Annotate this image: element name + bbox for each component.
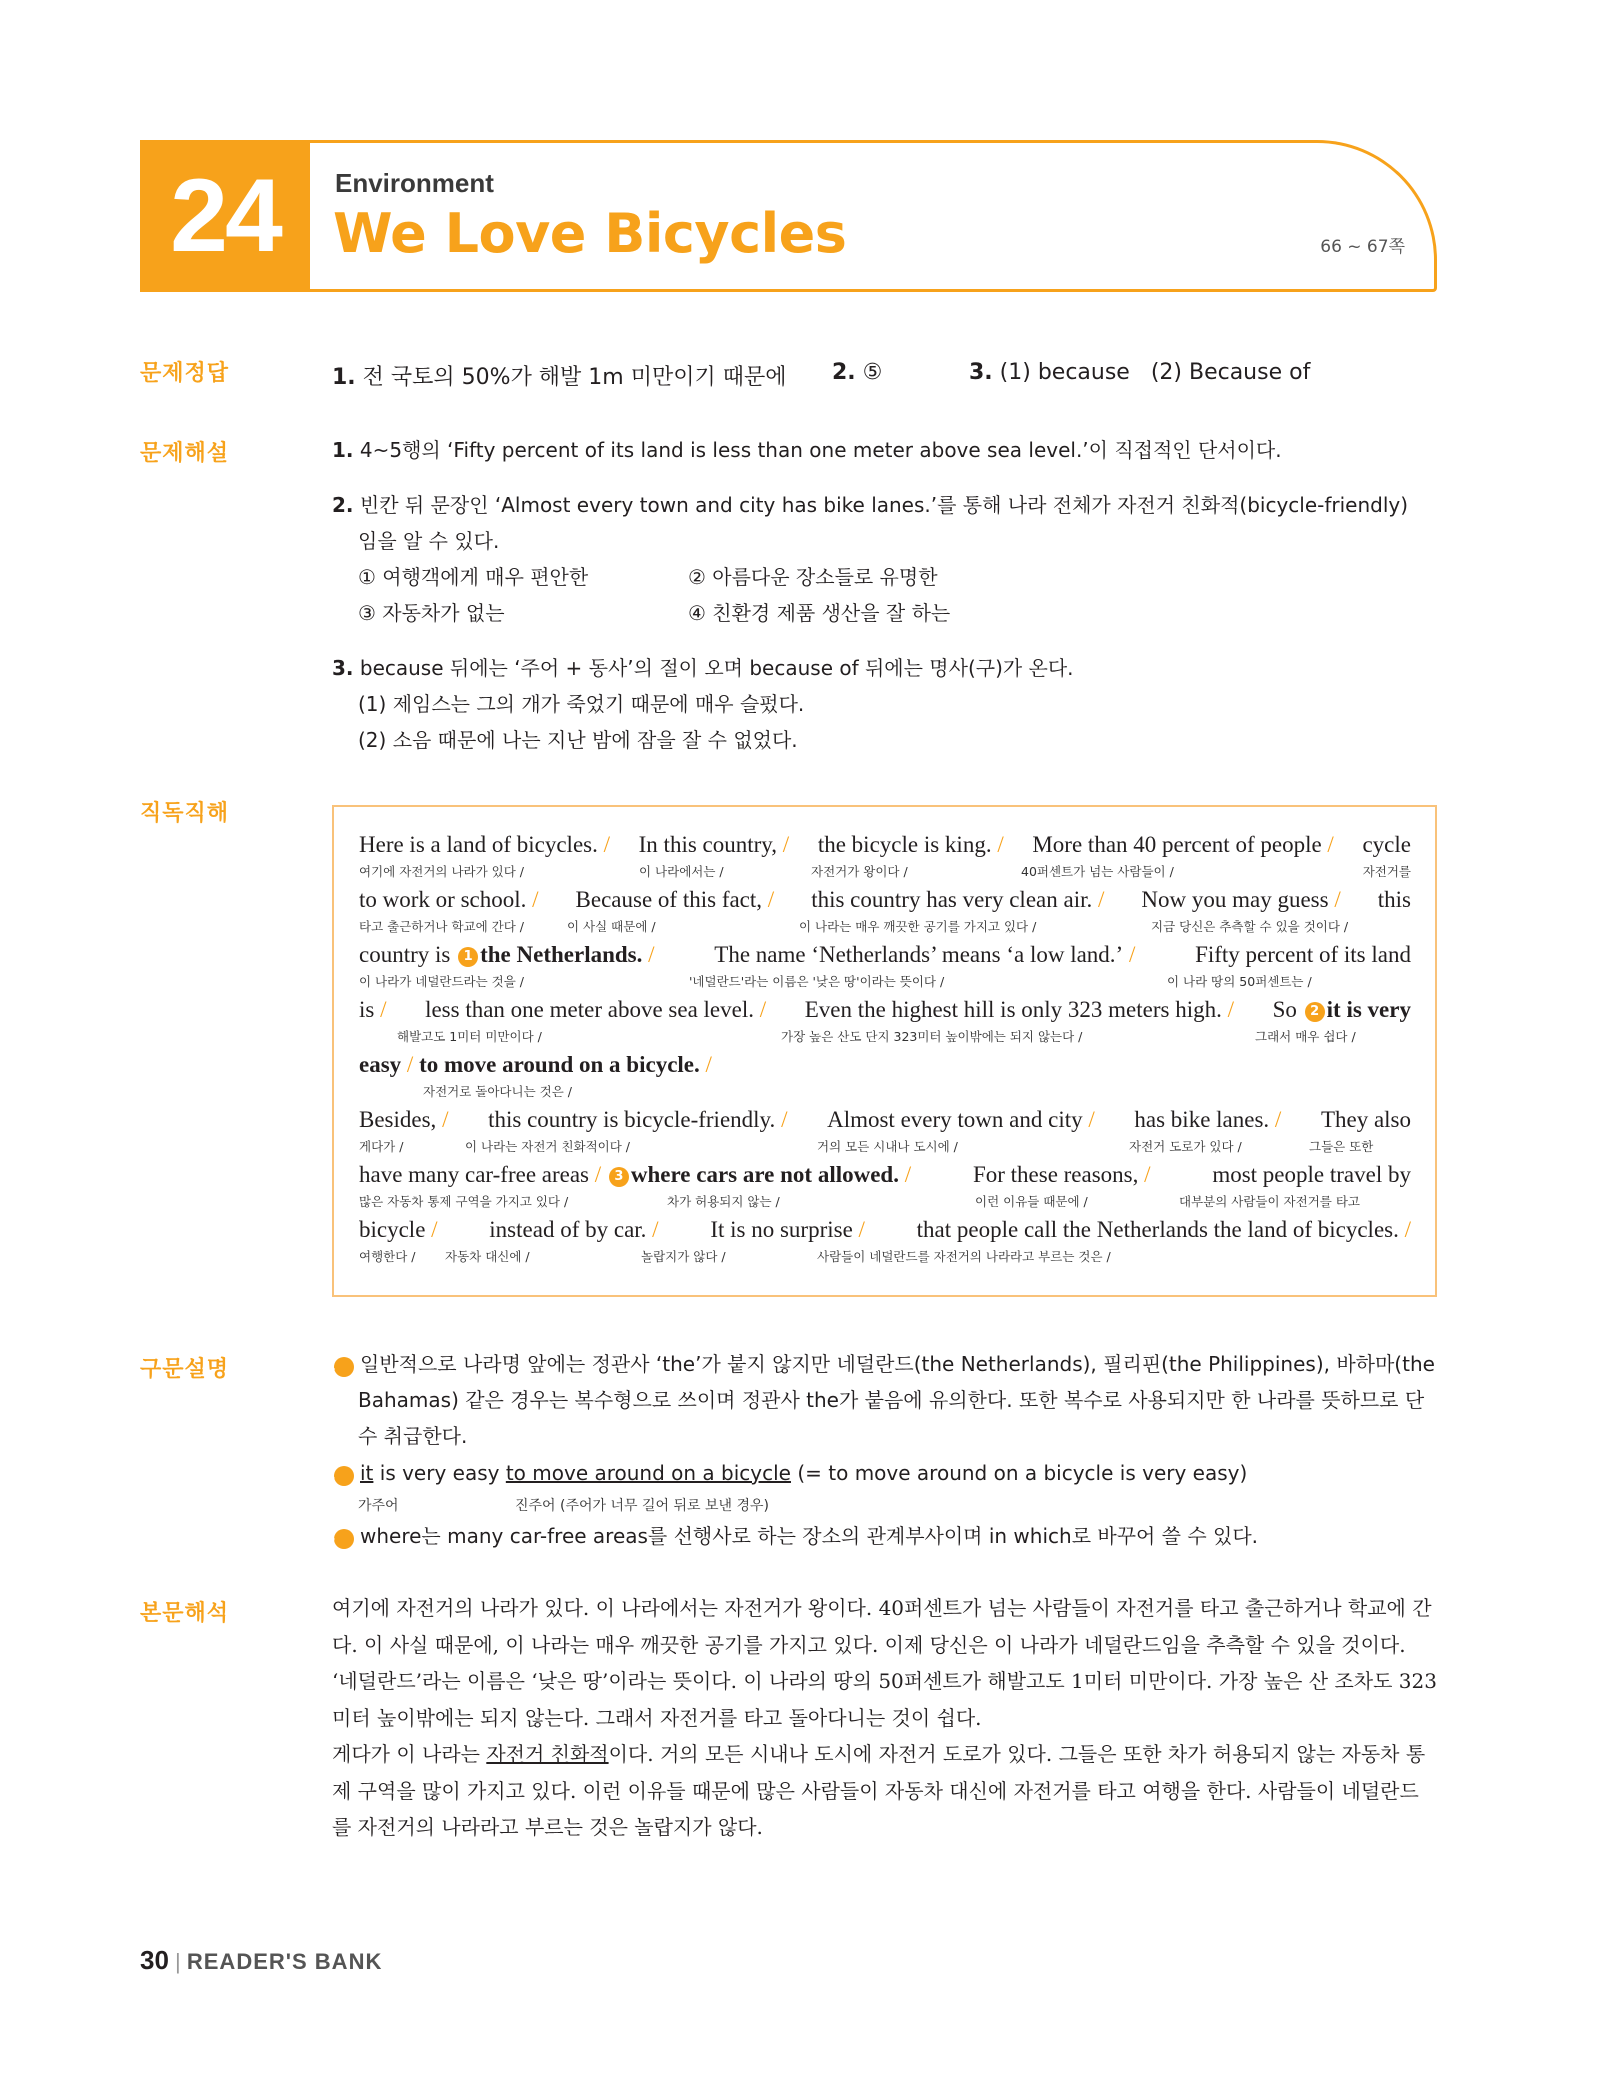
explanation-3-1: (1) 제임스는 그의 개가 죽었기 때문에 매우 슬펐다. xyxy=(358,692,805,716)
choice-1: ① 여행객에게 매우 편안한 xyxy=(358,565,589,589)
label-grammar: 구문설명 xyxy=(140,1357,230,1382)
unit-category: Environment xyxy=(335,168,494,198)
passage-line: have many car-free areas / 3 where cars are not allowed. / For these reasons, / most people travel by 많은 자동차 통제 구역을 가지고 있다 / 차가 허용되지 않는 / 이런 이유들 때문에 / 대부분의 사람들이 자전거를 타고 xyxy=(359,1162,1411,1209)
answer-3: 3. (1) because (2) Because of xyxy=(969,360,1311,385)
marker-2: 2 xyxy=(1305,1002,1325,1022)
passage-line: bicycle / instead of by car. / It is no surprise / that people call the Netherlands the land of bicycles. / 여행한다 / 자동차 대신에 / 놀랍지가 않다 / 사람들이 네덜란드를 자전거의 나라라고 부르는 것은 / xyxy=(359,1217,1411,1264)
label-reading: 직독직해 xyxy=(140,801,230,826)
passage-line: country is 1 the Netherlands. / The name ‘Netherlands’ means ‘a low land.’ / Fifty percent of its land 이 나라가 네덜란드라는 것을 / '네덜란드'라는 이름은 '낮은 땅'이라는 뜻이다 / 이 나라 땅의 50퍼센트는 / xyxy=(359,942,1411,989)
passage-line: Here is a land of bicycles. / In this country, / the bicycle is king. / More than 40 percent of people / cycle 여기에 자전거의 나라가 있다 / 이 나라에서는 / 자전거가 왕이다 / 40퍼센트가 넘는 사람들이 / 자전거를 xyxy=(359,832,1411,879)
choice-3: ③ 자동차가 없는 xyxy=(358,601,505,625)
grammar-note-3: 3 where는 many car-free areas를 선행사로 하는 장소의 관계부사이며 in which로 바꾸어 쓸 수 있다. xyxy=(326,1524,1259,1548)
explanation-1-text: 4~5행의 ‘Fifty percent of its land is less than one meter above sea level.’이 직접적인 단서이다. xyxy=(359,438,1282,462)
choice-4: ④ 친환경 제품 생산을 잘 하는 xyxy=(688,601,951,625)
translation-text xyxy=(332,1590,1437,1846)
passage-line: to work or school. / Because of this fact, / this country has very clean air. / Now you may guess / this 타고 출근하거나 학교에 간다 / 이 사실 때문에 / 이 나라는 매우 깨끗한 공기를 가지고 있다 / 지금 당신은 추측할 수 있을 것이다 / xyxy=(359,887,1411,934)
book-name: READER'S BANK xyxy=(186,1949,383,1974)
unit-header xyxy=(140,140,1437,292)
label-explanation: 문제해설 xyxy=(140,441,230,466)
grammar-note-2: 2 it is very easy to move around on a bicycle (= to move around on a bicycle is very easy) xyxy=(326,1461,1248,1485)
explanation-3-text: because 뒤에는 ‘주어 + 동사’의 절이 오며 because of 뒤에는 명사(구)가 온다. xyxy=(359,656,1074,680)
explanation-3: 3. because 뒤에는 ‘주어 + 동사’의 절이 오며 because of 뒤에는 명사(구)가 온다. (1) 제임스는 그의 개가 죽었기 때문에 매우 슬펐다. (2) 소음 때문에 나는 지난 밤에 잠을 잘 수 없었다. xyxy=(332,650,1074,758)
grammar-note-1: 1 일반적으로 나라명 앞에는 정관사 ‘the’가 붙지 않지만 네덜란드(the Netherlands), 필리핀(the Philippines), 바하마(the Bahamas) 같은 경우는 복수형으로 쓰이며 정관사 the가 붙음에 유의한다. 또한 복수로 사용되지만 한 나라를 뜻하므로 단 수 취급한다. xyxy=(326,1352,1435,1448)
explanation-2: 2. 빈칸 뒤 문장인 ‘Almost every town and city has bike lanes.’를 통해 나라 전체가 자전거 친화적(bicycle-friendly) 임을 알 수 있다. ① 여행객에게 매우 편안한 ② 아름다운 장소들로 유명한 ③ 자동차가 없는 ④ 친환경 제품 생산을 잘 하는 xyxy=(332,487,1408,631)
marker-1: 1 xyxy=(458,947,478,967)
page-reference: 66 ~ 67쪽 xyxy=(1320,237,1405,257)
grammar-sub-dummy-subject: 가주어 xyxy=(358,1498,399,1514)
page-number: 30 xyxy=(140,1945,169,1975)
explanation-1: 1. 4~5행의 ‘Fifty percent of its land is less than one meter above sea level.’이 직접적인 단서이다. xyxy=(332,438,1282,462)
reading-passage-box xyxy=(332,805,1437,1297)
page-footer: 30 | READER'S BANK xyxy=(140,1945,383,1975)
marker-3: 3 xyxy=(609,1167,629,1187)
explanation-3-2: (2) 소음 때문에 나는 지난 밤에 잠을 잘 수 없었다. xyxy=(358,728,798,752)
explanation-2-text: 빈칸 뒤 문장인 ‘Almost every town and city has bike lanes.’를 통해 나라 전체가 자전거 친화적(bicycle-friendly) xyxy=(359,493,1409,517)
answer-2: 2. ⑤ xyxy=(832,360,883,385)
label-translation: 본문해석 xyxy=(140,1601,230,1626)
passage-line: easy / to move around on a bicycle. / 자전거로 돌아다니는 것은 / xyxy=(359,1052,712,1099)
label-answers: 문제정답 xyxy=(140,361,230,386)
grammar-sub-real-subject: 진주어 (주어가 너무 길어 뒤로 보낸 경우) xyxy=(515,1498,770,1514)
translation-paragraph-2: 게다가 이 나라는 자전거 친화적이다. 거의 모든 시내나 도시에 자전거 도로가 있다. 그들은 또한 차가 허용되지 않는 자동차 통제 구역을 많이 가지고 있다. 이런 이유들 때문에 많은 사람들이 자동차 대신에 자전거를 타고 여행을 한다. 사람들이 네덜란드를 자전거의 나라라고 부르는 것은 놀랍지가 않다. xyxy=(332,1742,1426,1839)
unit-title: We Love Bicycles xyxy=(333,202,847,265)
translation-paragraph-1: 여기에 자전거의 나라가 있다. 이 나라에서는 자전거가 왕이다. 40퍼센트가 넘는 사람들이 자전거를 타고 출근하거나 학교에 간다. 이 사실 때문에, 이 나라는 매우 깨끗한 공기를 가지고 있다. 이제 당신은 이 나라가 네덜란드임을 추측할 수 있을 것이다. ‘네덜란드’라는 이름은 ‘낮은 땅’이라는 뜻이다. 이 나라의 땅의 50퍼센트가 해발고도 1미터 미만이다. 가장 높은 산 조차도 323미터 높이밖에는 되지 않는다. 그래서 자전거를 타고 돌아다니는 것이 쉽다. xyxy=(332,1596,1437,1730)
answer-1: 1. 전 국토의 50%가 해발 1m 미만이기 때문에 xyxy=(332,365,787,390)
passage-line: is / less than one meter above sea level. / Even the highest hill is only 323 meters high. / So 2 it is very 해발고도 1미터 미만이다 / 가장 높은 산도 단지 323미터 높이밖에는 되지 않는다 / 그래서 매우 쉽다 / xyxy=(359,997,1411,1044)
unit-number: 24 xyxy=(140,140,310,292)
choice-2: ② 아름다운 장소들로 유명한 xyxy=(688,565,938,589)
passage-line: Besides, / this country is bicycle-friendly. / Almost every town and city / has bike lanes. / They also 게다가 / 이 나라는 자전거 친화적이다 / 거의 모든 시내나 도시에 / 자전거 도로가 있다 / 그들은 또한 xyxy=(359,1107,1411,1154)
explanation-2-cont: 임을 알 수 있다. xyxy=(358,529,500,553)
